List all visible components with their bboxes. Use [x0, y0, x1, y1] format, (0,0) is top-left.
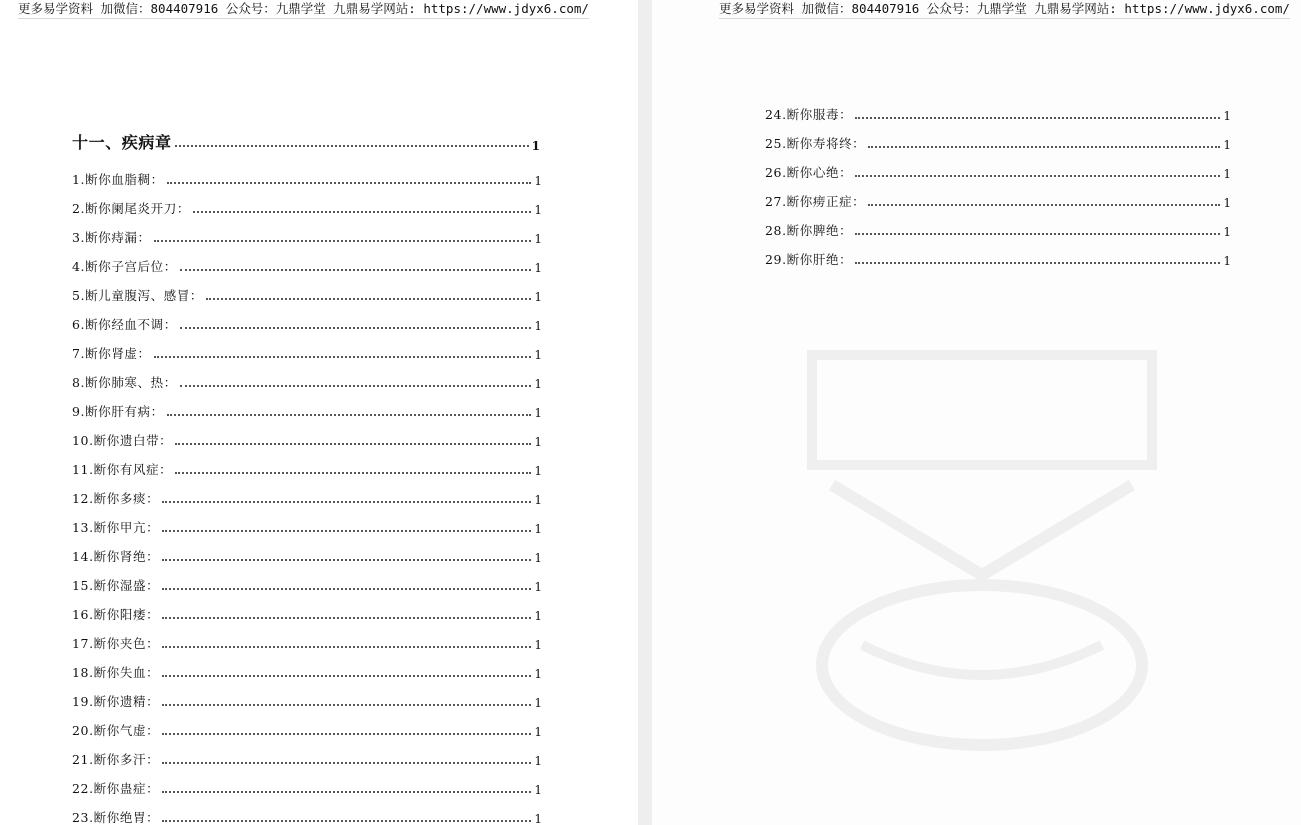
dot-leader [193, 211, 531, 213]
chapter-title-text: 十一、疾病章 [72, 133, 172, 152]
toc-entry [72, 595, 542, 624]
dot-leader [180, 327, 531, 329]
dot-leader [162, 704, 531, 706]
toc-entry-label: 11.断你有风症： [72, 462, 173, 477]
dot-leader [855, 117, 1220, 119]
dot-leader [154, 356, 531, 358]
page-number: 1 [1223, 167, 1231, 181]
toc-entry [72, 769, 542, 798]
toc-entry [765, 153, 1231, 182]
dot-leader [855, 262, 1220, 264]
toc-entry-label: 15.断你湿盛： [72, 578, 160, 593]
document-page-right [652, 0, 1301, 825]
toc-entry-label: 24.断你服毒： [765, 107, 853, 122]
toc-entry [72, 218, 542, 247]
dot-leader [868, 146, 1220, 148]
toc-entry-label: 1.断你血脂稠： [72, 172, 164, 187]
page-number: 1 [534, 174, 542, 188]
toc-entry [72, 740, 542, 769]
toc-entry [72, 334, 542, 363]
page-number: 1 [534, 493, 542, 507]
toc-entry [765, 124, 1231, 153]
page-number: 1 [1223, 138, 1231, 152]
toc-entry-label: 5.断儿童腹泻、感冒： [72, 288, 204, 303]
toc-entry [72, 363, 542, 392]
chapter-title [72, 131, 540, 153]
toc-entry [765, 240, 1231, 269]
toc-entry [72, 189, 542, 218]
page-number: 1 [534, 551, 542, 565]
toc-entry-label: 8.断你肺寒、热： [72, 375, 177, 390]
toc-entry [72, 566, 542, 595]
watermark-emblem [792, 345, 1172, 765]
page-number: 1 [534, 725, 542, 739]
dot-leader [162, 762, 531, 764]
toc-entry [72, 450, 542, 479]
page-number: 1 [534, 667, 542, 681]
toc-entry [765, 211, 1231, 240]
dot-leader [162, 733, 531, 735]
toc-entry-label: 4.断你子宫后位： [72, 259, 177, 274]
page-number: 1 [534, 261, 542, 275]
page-number: 1 [1223, 196, 1231, 210]
document-page-left [0, 0, 638, 825]
toc-entry [765, 95, 1231, 124]
dot-leader [206, 298, 531, 300]
toc-entry-label: 7.断你肾虚： [72, 346, 151, 361]
page-number: 1 [534, 348, 542, 362]
toc-entry [72, 421, 542, 450]
dot-leader [855, 175, 1220, 177]
toc-entry [72, 711, 542, 740]
toc-entry-label: 25.断你寿将终： [765, 136, 866, 151]
toc-entry [72, 392, 542, 421]
dot-leader [855, 233, 1220, 235]
toc-entry-label: 6.断你经血不调： [72, 317, 177, 332]
toc-entry-label: 10.断你遗白带： [72, 433, 173, 448]
toc-entry-label: 23.断你绝胃： [72, 810, 160, 825]
dot-leader [162, 559, 531, 561]
toc-entry-label: 21.断你多汗： [72, 752, 160, 767]
page-header: 更多易学资料 加微信：804407916 公众号：九鼎学堂 九鼎易学网站: https://www.jdyx6.com/ [18, 0, 589, 19]
page-number: 1 [534, 638, 542, 652]
toc-entry-label: 3.断你痔漏： [72, 230, 151, 245]
toc-entry-label: 19.断你遗精： [72, 694, 160, 709]
dot-leader [175, 145, 529, 147]
page-number: 1 [534, 609, 542, 623]
toc-list-left [72, 160, 542, 825]
toc-entry-label: 9.断你肝有病： [72, 404, 164, 419]
toc-entry-label: 13.断你甲亢： [72, 520, 160, 535]
dot-leader [162, 588, 531, 590]
dot-leader [868, 204, 1220, 206]
page-number: 1 [534, 580, 542, 594]
page-number: 1 [534, 696, 542, 710]
page-number: 1 [534, 812, 542, 825]
dot-leader [162, 646, 531, 648]
toc-entry [72, 624, 542, 653]
page-number: 1 [1223, 254, 1231, 268]
dot-leader [162, 791, 531, 793]
dot-leader [162, 675, 531, 677]
toc-entry [72, 479, 542, 508]
toc-entry-label: 2.断你阑尾炎开刀： [72, 201, 190, 216]
toc-entry-label: 29.断你肝绝： [765, 252, 853, 267]
toc-entry [72, 160, 542, 189]
page-number: 1 [534, 290, 542, 304]
toc-entry [72, 276, 542, 305]
page-number: 1 [531, 139, 540, 153]
page-number: 1 [1223, 109, 1231, 123]
page-number: 1 [534, 522, 542, 536]
toc-entry-label: 16.断你阳痿： [72, 607, 160, 622]
page-number: 1 [534, 377, 542, 391]
dot-leader [162, 530, 531, 532]
toc-entry [72, 508, 542, 537]
toc-entry-label: 20.断你气虚： [72, 723, 160, 738]
page-number: 1 [534, 232, 542, 246]
toc-entry-label: 14.断你肾绝： [72, 549, 160, 564]
toc-entry [72, 305, 542, 334]
dot-leader [175, 472, 531, 474]
dot-leader [154, 240, 531, 242]
toc-entry [72, 682, 542, 711]
toc-entry-label: 18.断你失血： [72, 665, 160, 680]
toc-entry [72, 247, 542, 276]
dot-leader [167, 182, 531, 184]
toc-entry [765, 182, 1231, 211]
toc-entry-label: 22.断你蛊症： [72, 781, 160, 796]
dot-leader [162, 501, 531, 503]
dot-leader [180, 269, 531, 271]
page-number: 1 [534, 754, 542, 768]
toc-list-right [765, 95, 1231, 269]
dot-leader [167, 414, 531, 416]
toc-entry-label: 17.断你夹色： [72, 636, 160, 651]
page-number: 1 [534, 783, 542, 797]
toc-entry-label: 12.断你多痰： [72, 491, 160, 506]
page-number: 1 [534, 464, 542, 478]
toc-entry [72, 653, 542, 682]
toc-entry [72, 798, 542, 825]
toc-entry-label: 28.断你脾绝： [765, 223, 853, 238]
dot-leader [175, 443, 531, 445]
page-number: 1 [534, 406, 542, 420]
toc-entry-label: 26.断你心绝： [765, 165, 853, 180]
page-number: 1 [534, 319, 542, 333]
dot-leader [162, 617, 531, 619]
page-number: 1 [534, 203, 542, 217]
page-number: 1 [1223, 225, 1231, 239]
page-header: 更多易学资料 加微信：804407916 公众号：九鼎学堂 九鼎易学网站: https://www.jdyx6.com/ [719, 0, 1290, 19]
dot-leader [180, 385, 531, 387]
dot-leader [162, 820, 531, 822]
toc-entry [72, 537, 542, 566]
page-number: 1 [534, 435, 542, 449]
toc-entry-label: 27.断你痨正症： [765, 194, 866, 209]
